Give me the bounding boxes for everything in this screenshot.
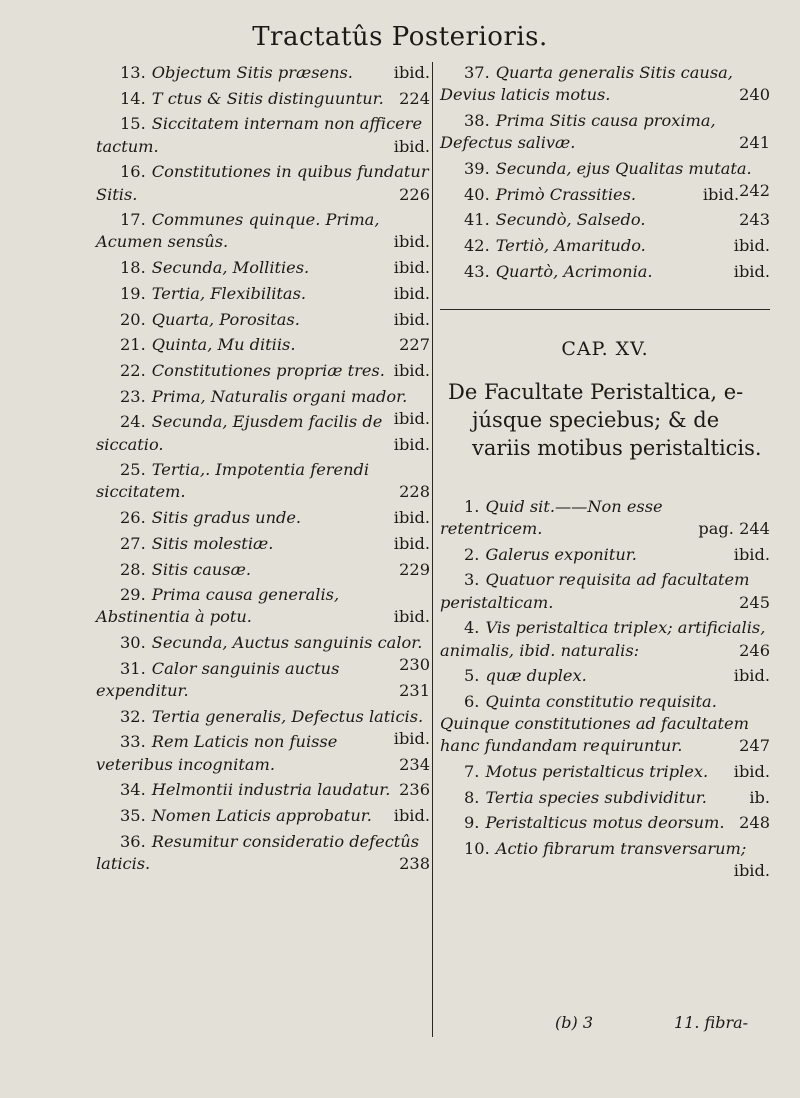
entry-page: 241 [739, 133, 770, 153]
entry-text: Secunda, Mollities. [151, 258, 310, 278]
running-head: Tractatûs Posterioris. [252, 22, 548, 52]
toc-entry [96, 62, 430, 84]
entry-page: ibid. [733, 762, 770, 782]
entry-page: 236 [399, 780, 430, 800]
entry-number: 5. [464, 666, 480, 686]
entry-number: 24. [120, 412, 146, 432]
toc-entry [440, 261, 770, 283]
entry-number: 25. [120, 460, 146, 480]
entry-text: Primò Crassities. [495, 184, 637, 204]
entry-text: quæ duplex. [485, 666, 587, 686]
toc-entry [440, 691, 770, 758]
toc-entry [96, 411, 430, 455]
entry-number: 22. [120, 360, 146, 380]
entry-text: T ctus & Sitis distinguuntur. [151, 88, 384, 108]
entry-page: 229 [399, 559, 430, 579]
chapter-title-line2: júsque speciebus; & de [472, 407, 720, 432]
entry-number: 40. [464, 184, 490, 204]
entry-text: Rem Laticis non fuisse veteribus incognitam. [96, 732, 338, 774]
entry-text: Nomen Laticis approbatur. [151, 806, 372, 826]
entry-text: Helmontii industria laudatur. [151, 780, 391, 800]
entry-number: 19. [120, 283, 146, 303]
toc-entry [96, 658, 430, 702]
entry-page: ibid. [393, 283, 430, 303]
chapter-title [440, 378, 770, 462]
entry-page: ibid. [393, 533, 430, 553]
toc-entry [440, 62, 770, 106]
entry-text: Secunda, ejus Qualitas mutata. [495, 158, 752, 178]
entry-page: ibid. [733, 235, 770, 255]
entry-text: Prima causa generalis, Abstinentia à potu. [96, 585, 340, 627]
entry-page: 245 [739, 592, 770, 612]
entry-page: ibid. [393, 508, 430, 528]
entry-number: 32. [120, 706, 146, 726]
entry-page: ibid. [393, 136, 430, 156]
entry-number: 17. [120, 210, 146, 230]
chapter-title-line3: variis motibus peristalticis. [472, 435, 762, 460]
entry-text: Prima, Naturalis organi mador. [151, 386, 408, 406]
entry-number: 29. [120, 585, 146, 605]
entry-text: Communes quinque. Prima, Acumen sensûs. [96, 210, 380, 252]
entry-page: ibid. [393, 806, 430, 826]
entry-text: Tertia,. Impotentia ferendi siccitatem. [96, 460, 370, 502]
entry-page: 234 [399, 754, 430, 774]
entry-text: Sitis gradus unde. [151, 508, 302, 528]
toc-entry [440, 569, 770, 613]
entry-number: 3. [464, 570, 480, 590]
signature-mark: (b) 3 [555, 1013, 593, 1032]
toc-entry [96, 459, 430, 503]
entry-page: 247 [739, 736, 770, 756]
entry-number: 13. [120, 63, 146, 82]
toc-entry [96, 360, 430, 382]
entry-text: Quarta generalis Sitis causa, Devius laticis motus. [440, 63, 733, 105]
entry-page: 238 [399, 854, 430, 873]
entry-text: Quatuor requisita ad facultatem peristalticam. [440, 570, 750, 612]
toc-entry [96, 309, 430, 331]
entry-page: 231 [399, 681, 430, 701]
toc-entry [440, 838, 770, 881]
entry-text: Objectum Sitis præsens. [151, 63, 353, 82]
entry-text: Tertia, Flexibilitas. [151, 283, 307, 303]
entry-page: ibid. [702, 184, 740, 204]
entry-page: 242 [739, 181, 770, 201]
entry-number: 26. [120, 508, 146, 528]
entry-text: Quid sit.——Non esse retentricem. [440, 496, 663, 539]
entry-text: Prima Sitis causa proxima, Defectus salivæ. [440, 110, 716, 153]
entry-text: Secundò, Salsedo. [495, 210, 646, 230]
toc-entry [96, 584, 430, 628]
entry-text: Secunda, Auctus sanguinis calor. [151, 633, 423, 653]
entry-page: 227 [399, 335, 430, 355]
entry-page: ib. [749, 787, 770, 807]
toc-entry [96, 334, 430, 356]
entry-text: Secunda, Ejusdem facilis de siccatio. [96, 412, 383, 454]
entry-text: Quartò, Acrimonia. [495, 261, 653, 281]
entry-page: 248 [739, 813, 770, 833]
entry-page: ibid. [393, 360, 430, 380]
entry-number: 42. [464, 235, 490, 255]
toc-entry [440, 761, 770, 783]
entry-page: ibid. [393, 258, 430, 278]
entry-number: 20. [120, 309, 146, 329]
entry-number: 7. [464, 762, 480, 782]
entry-page: ibid. [393, 728, 430, 748]
entry-text: Quinta constitutio requisita. Quinque constitutiones ad facultatem hanc fundandam requiruntur. [440, 691, 749, 756]
chapter-label: CAP. XV. [561, 337, 649, 360]
toc-entry [96, 779, 430, 801]
toc-entry [96, 161, 430, 205]
column-divider [432, 62, 433, 1037]
entry-page: pag. 244 [698, 519, 770, 539]
entry-text: Actio fibrarum transversarum; [495, 839, 747, 859]
entry-number: 41. [464, 210, 490, 230]
entry-text: Tertiò, Amaritudo. [495, 235, 646, 255]
entry-number: 14. [120, 88, 146, 108]
toc-entry [96, 731, 430, 775]
entry-page: 224 [399, 88, 430, 108]
entry-number: 35. [120, 806, 146, 826]
right-entries-top [440, 62, 770, 283]
toc-entry [440, 184, 770, 206]
toc-entry [96, 507, 430, 529]
entry-number: 9. [464, 813, 480, 833]
entry-text: Sitis molestiæ. [151, 533, 274, 553]
entry-page: ibid. [733, 666, 770, 686]
section-rule [440, 309, 770, 310]
toc-entry [440, 787, 770, 809]
toc-entry [96, 257, 430, 279]
toc-entry [440, 496, 770, 540]
entry-page: ibid. [393, 63, 430, 82]
entry-text: Tertia generalis, Defectus laticis. [151, 706, 424, 726]
entry-page: 228 [399, 482, 430, 502]
entry-number: 38. [464, 110, 490, 130]
toc-entry [96, 533, 430, 555]
toc-entry [440, 209, 770, 231]
entry-page: ibid. [393, 607, 430, 627]
entry-text: Calor sanguinis auctus expenditur. [96, 658, 340, 701]
entry-text: Sitis causæ. [151, 559, 251, 579]
entry-number: 43. [464, 261, 490, 281]
entry-number: 37. [464, 63, 490, 82]
toc-entry [440, 544, 770, 566]
catchword: 11. fibra- [674, 1013, 749, 1032]
entry-page: ibid. [393, 408, 430, 428]
toc-entry [96, 805, 430, 827]
toc-entry [96, 209, 430, 253]
entry-number: 27. [120, 533, 146, 553]
entry-page: ibid. [733, 861, 770, 881]
entry-number: 28. [120, 559, 146, 579]
entry-page: 226 [399, 184, 430, 204]
toc-entry [96, 283, 430, 305]
entry-text: Siccitatem internam non afficere tactum. [96, 114, 423, 156]
entry-number: 1. [464, 496, 480, 516]
entry-page: ibid. [393, 232, 430, 252]
entry-number: 34. [120, 780, 146, 800]
entry-number: 18. [120, 258, 146, 278]
right-entries-bottom [440, 496, 770, 881]
entry-number: 6. [464, 691, 480, 711]
entry-page: ibid. [733, 261, 770, 281]
entry-text: Peristalticus motus deorsum. [485, 813, 725, 833]
entry-number: 4. [464, 618, 480, 638]
entry-text: Quarta, Porositas. [151, 309, 300, 329]
entry-number: 33. [120, 732, 146, 752]
entry-number: 39. [464, 158, 490, 178]
entry-number: 2. [464, 544, 480, 564]
toc-entry [440, 617, 770, 661]
entry-text: Resumitur consideratio defectûs laticis. [96, 831, 420, 873]
entry-number: 15. [120, 114, 146, 134]
toc-entry [440, 665, 770, 687]
entry-text: Tertia species subdividitur. [485, 787, 707, 807]
entry-text: Galerus exponitur. [485, 544, 637, 564]
entry-number: 31. [120, 658, 146, 678]
entry-text: Vis peristaltica triplex; artificialis, animalis, ibid. naturalis: [440, 618, 766, 660]
entry-number: 30. [120, 633, 146, 653]
entry-page: ibid. [733, 544, 770, 564]
right-column [440, 62, 770, 883]
entry-text: Constitutiones propriæ tres. [151, 360, 385, 380]
entry-number: 8. [464, 787, 480, 807]
entry-number: 23. [120, 386, 146, 406]
entry-page: 230 [399, 655, 430, 675]
entry-number: 21. [120, 335, 146, 355]
entry-page: 243 [739, 210, 770, 230]
entry-number: 16. [120, 162, 146, 182]
entry-page: 246 [739, 640, 770, 660]
chapter-title-line1: De Facultate Peristaltica, e- [448, 379, 744, 404]
toc-entry [96, 88, 430, 110]
left-column [96, 62, 430, 879]
entry-text: Quinta, Mu ditiis. [151, 335, 296, 355]
toc-entry [96, 559, 430, 581]
entry-page: ibid. [393, 434, 430, 454]
toc-entry [96, 831, 430, 875]
entry-text: Constitutiones in quibus fundatur Sitis. [96, 162, 429, 204]
entry-number: 10. [464, 839, 490, 859]
entry-number: 36. [120, 831, 146, 851]
entry-text: Motus peristalticus triplex. [485, 762, 709, 782]
entry-page: ibid. [393, 309, 430, 329]
toc-entry [440, 812, 770, 834]
toc-entry [440, 235, 770, 257]
entry-page: 240 [739, 85, 770, 105]
toc-entry [440, 110, 770, 154]
toc-entry [96, 113, 430, 157]
